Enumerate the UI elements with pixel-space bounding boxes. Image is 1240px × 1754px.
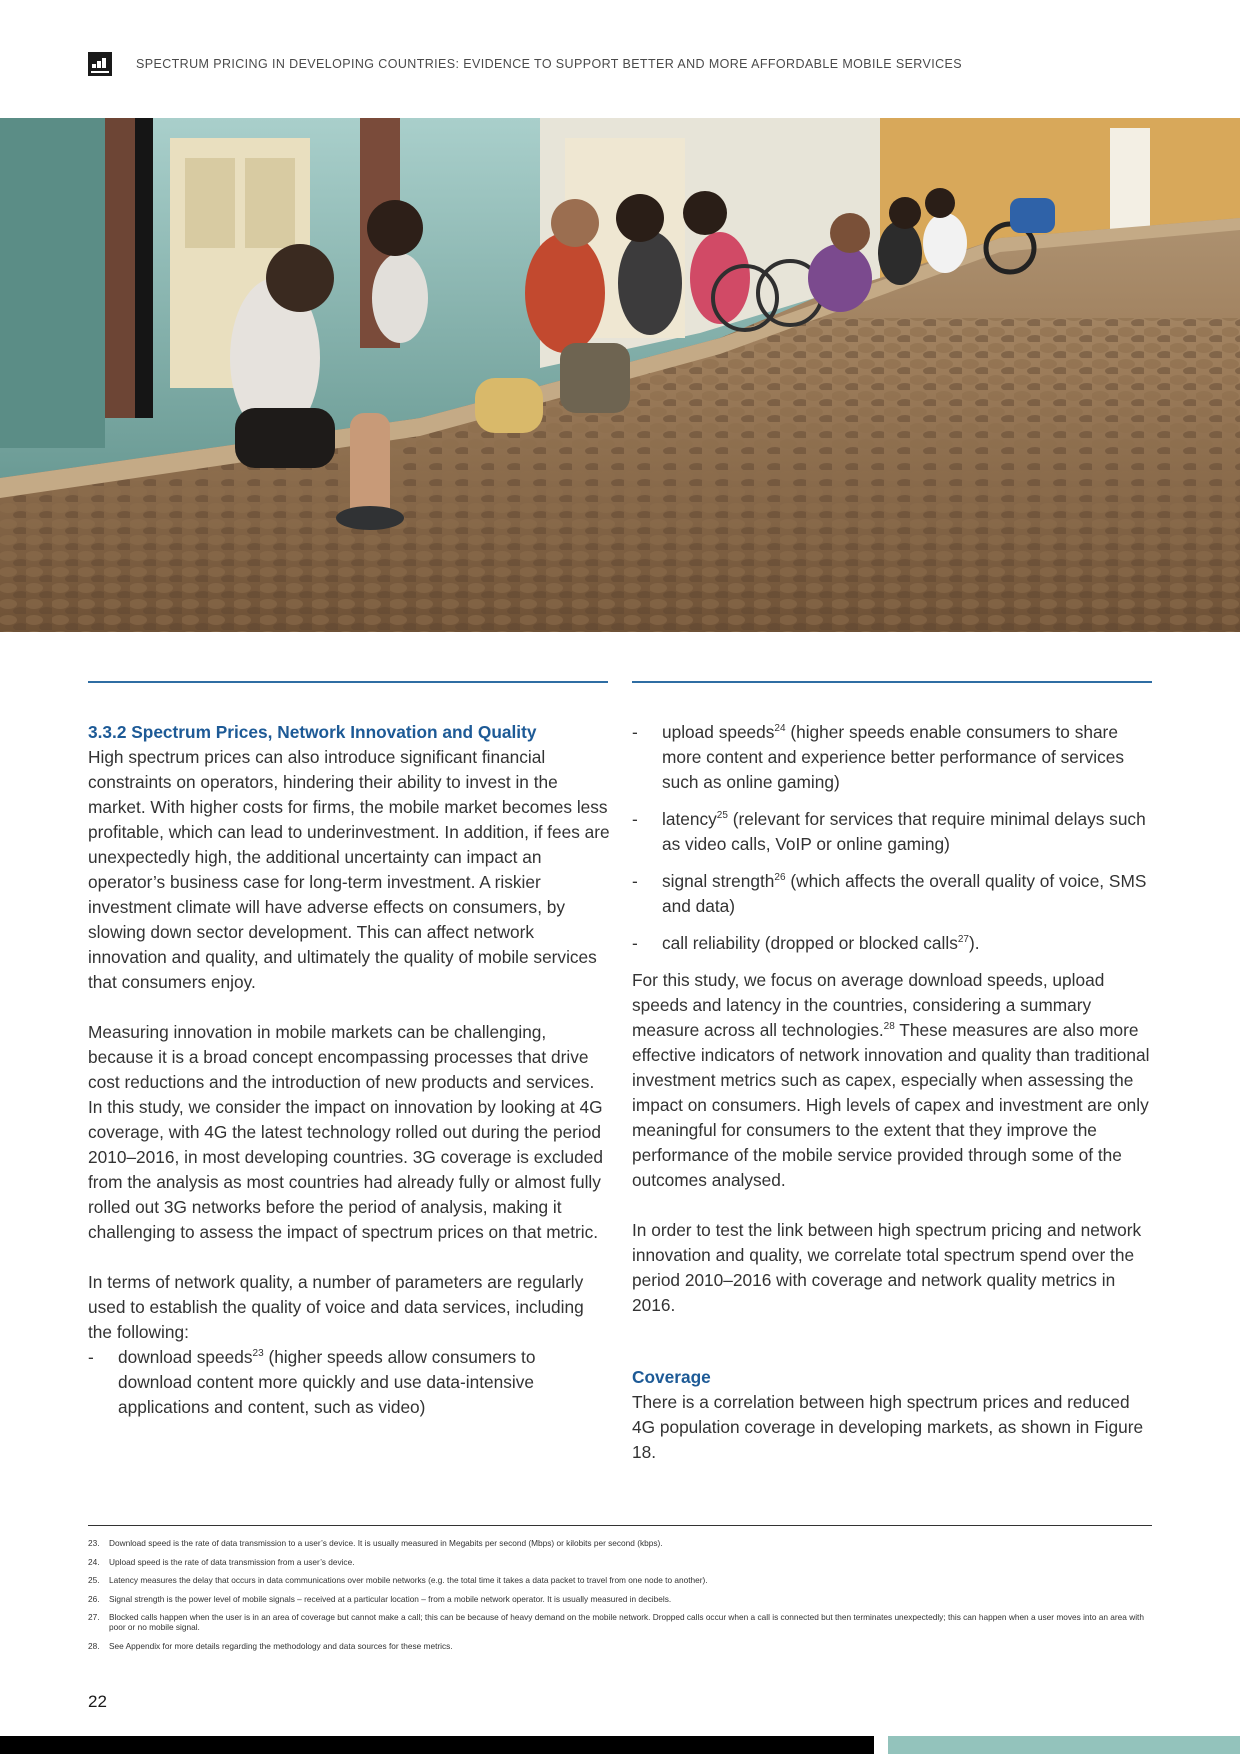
left-column [88, 720, 610, 1420]
quality-parameter-list [88, 1345, 610, 1420]
list-item: - download speeds$^{23}$ (higher speeds allow consumers to download content more quickly and use data-intensive applications and content, such as video) [88, 1345, 610, 1420]
footer-bar-dark [0, 1736, 874, 1754]
paragraph-coverage: There is a correlation between high spectrum prices and reduced 4G population coverage in developing markets, as shown in Figure 18. [632, 1392, 1144, 1462]
running-title: SPECTRUM PRICING IN DEVELOPING COUNTRIES: EVIDENCE TO SUPPORT BETTER AND MORE AFFORDABLE MOBILE SERVICES [136, 57, 963, 71]
footnote-ref: 27 [957, 934, 969, 946]
list-item: - signal strength$^{26}$ (which affects the overall quality of voice, SMS and data) [632, 869, 1154, 919]
list-item: - call reliability (dropped or blocked calls$^{27}$). [632, 931, 1154, 956]
left-column-rule [88, 681, 608, 683]
footnote: 23. Download speed is the rate of data transmission to a user’s device. It is usually measured in Megabits per second (Mbps) or kilobits per second (kbps). [88, 1538, 663, 1548]
paragraph-financial-constraints: High spectrum prices can also introduce significant financial constraints on operators, hindering their ability to invest in the market. With higher costs for firms, the mobile market becomes less profitable, which can lead to underinvestment. In addition, if fees are unexpectedly high, the additional uncertainty can impact an operator’s business case for long-term investment. A riskier investment climate will have adverse effects on consumers, by slowing down sector development. This can affect network innovation and quality, and ultimately the quality of mobile services that consumers enjoy. [88, 747, 610, 992]
gsma-logo-icon [88, 52, 112, 76]
footnote-ref: 28 [883, 1021, 895, 1033]
footnote-ref: 25 [716, 810, 728, 822]
footnote: 28. See Appendix for more details regarding the methodology and data sources for these metrics. [88, 1640, 453, 1651]
right-column [632, 720, 1154, 1465]
page-number: 22 [88, 1692, 107, 1711]
paragraph-network-quality: In terms of network quality, a number of parameters are regularly used to establish the quality of voice and data services, including the following: [88, 1272, 584, 1342]
section-heading: 3.3.2 Spectrum Prices, Network Innovation and Quality [88, 722, 537, 742]
footnote-divider [88, 1525, 1152, 1526]
footnotes [88, 1538, 1152, 1659]
footnote-ref: 24 [774, 723, 786, 735]
footer-bar-teal [888, 1736, 1240, 1754]
footnote-ref: 23 [252, 1348, 264, 1360]
page-header [88, 52, 962, 76]
right-column-rule [632, 681, 1152, 683]
hero-photo [0, 118, 1240, 632]
footnote-ref: 26 [774, 872, 786, 884]
paragraph-test-link: In order to test the link between high spectrum pricing and network innovation and quality, we correlate total spectrum spend over the period 2010–2016 with coverage and network quality metrics in 2016. [632, 1220, 1142, 1315]
paragraph-measuring-innovation: Measuring innovation in mobile markets can be challenging, because it is a broad concept encompassing processes that drive cost reductions and the introduction of new products and services. In this study, we consider the impact on innovation by looking at 4G coverage, with 4G the latest technology rolled out during the period 2010–2016, in most developing countries. 3G coverage is excluded from the analysis as most countries had already fully or almost fully rolled out 3G networks before the period of analysis, making it challenging to assess the impact of spectrum prices on that metric. [88, 1022, 603, 1242]
footnote: 24. Upload speed is the rate of data transmission from a user’s device. [88, 1556, 355, 1567]
footnote: 25. Latency measures the delay that occurs in data communications over mobile networks (e.g. the total time it takes a data packet to travel from one node to another). [88, 1575, 708, 1585]
footnote: 26. Signal strength is the power level of mobile signals – received at a particular location – from a mobile network operator. It is usually measured in decibels. [88, 1593, 672, 1604]
footnote: 27. Blocked calls happen when the user is in an area of coverage but cannot make a call; this can be because of heavy demand on the mobile network. Dropped calls occur when a call is connected but then terminates unexpectedly; this can happen when a user moves into an area with poor or no mobile signal. [88, 1612, 1144, 1632]
paragraph-study-focus: For this study, we focus on average download speeds, upload speeds and latency in the countries, considering a summary measure across all technologies.$^{28}$ These measures are also more effective indicators of network innovation and quality than traditional investment metrics such as capex, especially when assessing the impact on consumers. High levels of capex and investment are only meaningful for consumers to the extent that they improve the performance of the mobile service provided through some of the outcomes analysed. [632, 970, 1150, 1190]
coverage-heading: Coverage [632, 1367, 711, 1387]
list-item: - latency$^{25}$ (relevant for services that require minimal delays such as video calls, VoIP or online gaming) [632, 807, 1154, 857]
quality-parameter-list-continued [632, 720, 1154, 956]
list-item: - upload speeds$^{24}$ (higher speeds enable consumers to share more content and experience better performance of services such as online gaming) [632, 720, 1154, 795]
